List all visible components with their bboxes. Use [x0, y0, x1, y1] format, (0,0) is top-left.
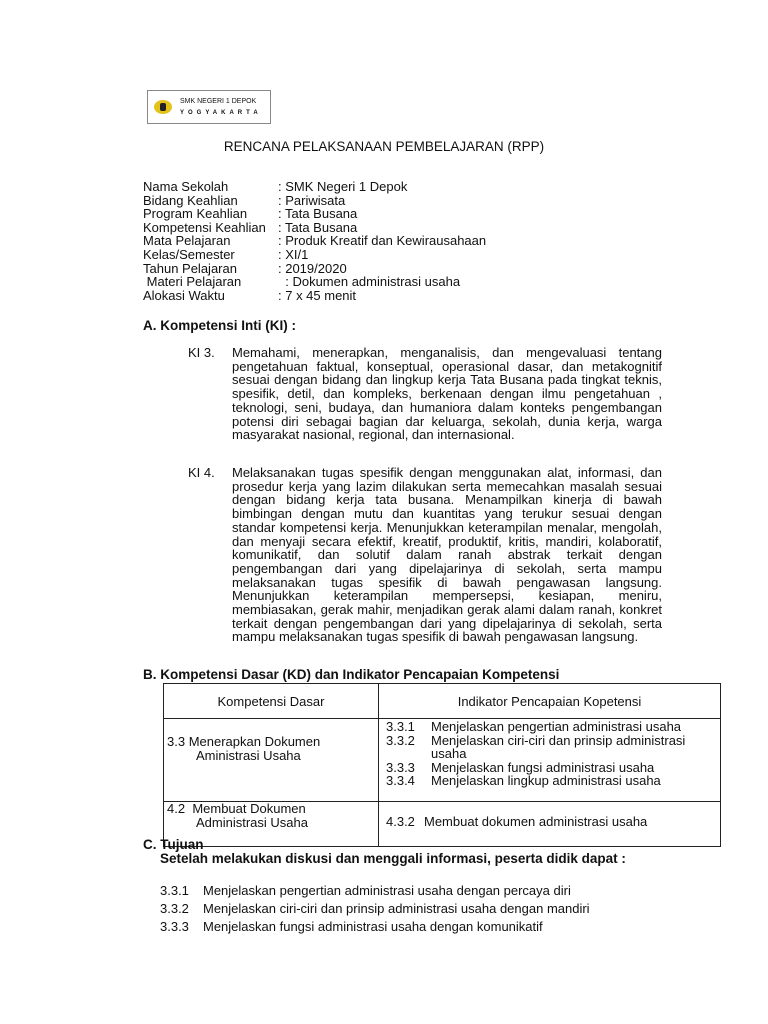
info-key: Bidang Keahlian	[143, 192, 238, 208]
ki4-text: Melaksanakan tugas spesifik dengan menggunakan alat, informasi, dan prosedur kerja yang lazim dilakukan serta memecahkan masalah sesuai dengan bidang kerja tata busana. Menampilkan kinerja di bawah bimbingan dengan mutu dan kuantitas yang terukur sesuai dengan standar kompetensi kerja. Menunjukkan keterampilan menalar, mengolah, dan menyaji secara efektif, kreatif, produktif, kritis, mandiri, kolaboratif, komunikatif, dan solutif dalam ranah abstrak terkait dengan pengembangan dari yang dipelajarinya di sekolah, serta mampu melaksanakan tugas spesifik di bawah pengawasan langsung. Menunjukkan keterampilan mempersepsi, kesiapan, meniru, membiasakan, gerak mahir, menjadikan gerak alami dalam ranah, konkret terkait dengan pengembangan dari yang dipelajarinya di sekolah, serta mampu melaksanakan tugas spesifik di bawah pengawasan langsung.	[232, 465, 662, 645]
indicator-number: 3.3.4	[386, 773, 415, 789]
info-value: : Pariwisata	[278, 192, 346, 208]
indicator-number: 4.3.2	[386, 814, 415, 829]
indicator-number: 3.3.2	[386, 732, 415, 748]
section-c-heading: C. Tujuan	[143, 837, 204, 852]
section-b-heading: B. Kompetensi Dasar (KD) dan Indikator Pencapaian Kompetensi	[143, 667, 560, 682]
info-value: : 7 x 45 menit	[278, 287, 357, 303]
table-header: Kompetensi Dasar	[164, 684, 379, 719]
info-value: : Produk Kreatif dan Kewirausahaan	[278, 233, 487, 249]
ki3-text: Memahami, menerapkan, menganalisis, dan mengevaluasi tentang pengetahuan faktual, konseptual, operasional dasar, dan metakognitif sesuai dengan bidang dan lingkup kerja Tata Busana pada tingkat teknis, spesifik, detil, dan kompleks, berkenaan dengan ilmu pengetahuan , teknologi, seni, budaya, dan humaniora dalam konteks pengembangan potensi diri sebagai bagian dar keluarga, sekolah, dunia kerja, warga masyarakat nasional, regional, dan internasional.	[232, 345, 662, 443]
kd-line2: Administrasi Usaha	[196, 814, 308, 830]
info-value: : Dokumen administrasi usaha	[278, 274, 461, 290]
tujuan-list	[160, 882, 590, 936]
info-value: : XI/1	[278, 246, 309, 262]
info-value: : 2019/2020	[278, 260, 347, 276]
table-row	[164, 802, 721, 847]
tujuan-text: Menjelaskan fungsi administrasi usaha dengan komunikatif	[203, 919, 543, 934]
indicator-item	[386, 815, 720, 829]
info-value: : Tata Busana	[278, 206, 358, 222]
info-key: Tahun Pelajaran	[143, 260, 237, 276]
kd-number: 4.2	[167, 801, 186, 816]
indicator-cell	[379, 802, 721, 847]
info-value: : SMK Negeri 1 Depok	[278, 179, 408, 194]
ki4-block	[188, 466, 662, 644]
tujuan-item	[160, 918, 590, 936]
tujuan-intro: Setelah melakukan diskusi dan menggali informasi, peserta didik dapat :	[160, 851, 626, 866]
tujuan-item	[160, 900, 590, 918]
info-row	[143, 289, 486, 303]
school-emblem-icon	[154, 100, 172, 114]
table-header: Indikator Pencapaian Kopetensi	[379, 684, 721, 719]
tujuan-number: 3.3.3	[160, 919, 189, 934]
info-row	[143, 234, 486, 248]
tujuan-number: 3.3.2	[160, 901, 189, 916]
info-row	[143, 221, 486, 235]
ki4-label: KI 4.	[188, 465, 215, 480]
identity-info	[143, 180, 486, 302]
tujuan-text: Menjelaskan ciri-ciri dan prinsip administrasi usaha dengan mandiri	[203, 901, 590, 916]
tujuan-text: Menjelaskan pengertian administrasi usaha dengan percaya diri	[203, 883, 571, 898]
kd-line1: Menerapkan Dokumen	[188, 734, 321, 749]
kd-number: 3.3	[167, 734, 186, 749]
indicator-text: Membuat dokumen administrasi usaha	[424, 814, 648, 829]
info-row	[143, 262, 486, 276]
ki3-block	[188, 346, 662, 442]
school-logo	[147, 90, 271, 124]
info-row	[143, 194, 486, 208]
logo-line2: YOGYAKARTA	[180, 110, 262, 116]
info-row	[143, 207, 486, 221]
section-a-heading: A. Kompetensi Inti (KI) :	[143, 318, 296, 333]
info-key: Alokasi Waktu	[143, 287, 225, 303]
info-key: Program Keahlian	[143, 206, 248, 222]
tujuan-number: 3.3.1	[160, 883, 189, 898]
info-key: Mata Pelajaran	[143, 233, 231, 249]
info-value: : Tata Busana	[278, 219, 358, 235]
indicator-text: Menjelaskan lingkup administrasi usaha	[431, 773, 661, 789]
indicator-number: 3.3.1	[386, 719, 415, 734]
table-row	[164, 719, 721, 802]
kd-cell	[164, 719, 379, 802]
table-header-row	[164, 684, 721, 719]
indicator-number: 3.3.3	[386, 759, 415, 775]
indicator-item	[386, 774, 720, 788]
kd-line2: Aministrasi Usaha	[196, 747, 301, 763]
info-key: Materi Pelajaran	[143, 274, 242, 290]
indicator-text: Menjelaskan ciri-ciri dan prinsip administrasi usaha	[431, 732, 686, 762]
info-key: Kompetensi Keahlian	[143, 219, 266, 235]
info-key: Nama Sekolah	[143, 179, 229, 194]
kd-line1: Membuat Dokumen	[192, 801, 306, 816]
info-row	[143, 180, 486, 194]
info-key: Kelas/Semester	[143, 246, 235, 262]
logo-line1: SMK NEGERI 1 DEPOK	[180, 98, 257, 105]
indicator-cell	[379, 719, 721, 802]
ki3-label: KI 3.	[188, 345, 215, 360]
info-row	[143, 248, 486, 262]
kd-table	[163, 683, 721, 847]
indicator-item	[386, 734, 720, 761]
info-row	[143, 275, 486, 289]
indicator-item	[386, 720, 720, 734]
tujuan-item	[160, 882, 590, 900]
indicator-item	[386, 761, 720, 775]
indicator-text: Menjelaskan pengertian administrasi usaha	[431, 719, 682, 734]
indicator-text: Menjelaskan fungsi administrasi usaha	[431, 759, 655, 775]
document-title: RENCANA PELAKSANAAN PEMBELAJARAN (RPP)	[223, 139, 545, 154]
